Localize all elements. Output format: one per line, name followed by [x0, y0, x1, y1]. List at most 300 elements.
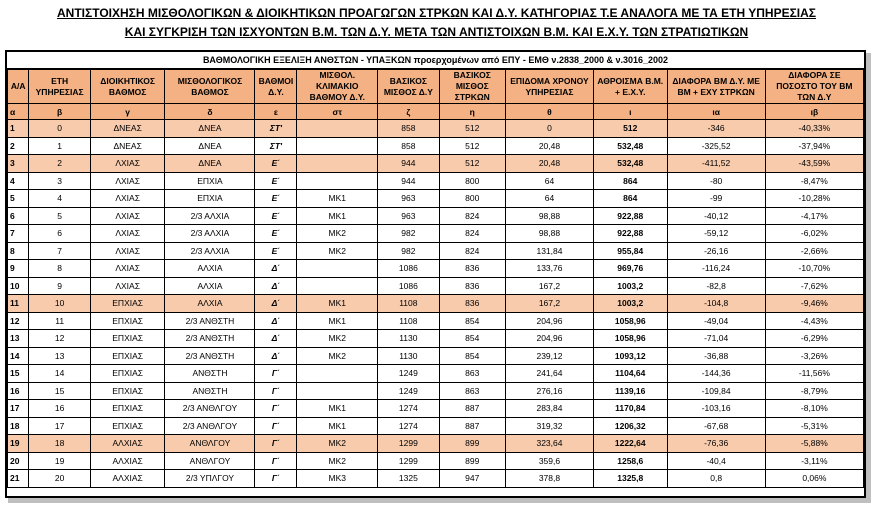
title-line-2: ΚΑΙ ΣΥΓΚΡΙΣΗ ΤΩΝ ΙΣΧΥΟΝΤΩΝ Β.Μ. ΤΩΝ Δ.Υ. ΜΕΤΑ ΤΩΝ ΑΝΤΙΣΤΟΙΧΩΝ Β.Μ. ΚΑΙ Ε.Χ.Υ. ΤΩΝ ΣΤΡΑΤΙΩΤΙΚΩΝ [124, 25, 749, 39]
cell-dioik: ΕΠΧΙΑΣ [90, 312, 165, 330]
cell-bm-dy: 944 [378, 172, 439, 190]
cell-bm-dy: 1086 [378, 277, 439, 295]
cell-bm-str: 887 [439, 400, 505, 418]
cell-bm-dy: 858 [378, 120, 439, 138]
cell-bm-dy: 858 [378, 137, 439, 155]
table-row [8, 207, 864, 225]
table-row [8, 417, 864, 435]
cell-exy: 204,96 [506, 330, 594, 348]
table-body [8, 120, 864, 488]
cell-aa: 16 [8, 382, 29, 400]
cell-pos: -9,46% [765, 295, 863, 313]
table-row [8, 225, 864, 243]
cell-klim [297, 260, 378, 278]
cell-dioik: ΑΛΧΙΑΣ [90, 452, 165, 470]
cell-exy: 204,96 [506, 312, 594, 330]
cell-bm-str: 824 [439, 207, 505, 225]
cell-exy: 20,48 [506, 155, 594, 173]
cell-bm-dy: 1086 [378, 260, 439, 278]
table-title: ΒΑΘΜΟΛΟΓΙΚΗ ΕΞΕΛΙΞΗ ΑΝΘΣΤΩΝ - ΥΠΑΞΚΩΝ προερχομένων από ΕΠΥ - ΕΜΘ ν.2838_2000 & ν.3016_2002 [7, 52, 864, 69]
title-line-1: ΑΝΤΙΣΤΟΙΧΗΣΗ ΜΙΣΘΟΛΟΓΙΚΩΝ & ΔΙΟΙΚΗΤΙΚΩΝ ΠΡΟΑΓΩΓΩΝ ΣΤΡΚΩΝ ΚΑΙ Δ.Υ. ΚΑΤΗΓΟΡΙΑΣ Τ.Ε ΑΝΑΛΟΓΑ ΜΕ ΤΑ ΕΤΗ ΥΠΗΡΕΣΙΑΣ [57, 6, 816, 20]
cell-bm-dy: 1249 [378, 382, 439, 400]
cell-athr: 512 [593, 120, 667, 138]
cell-dioik: ΛΧΙΑΣ [90, 190, 165, 208]
cell-exy: 98,88 [506, 225, 594, 243]
cell-aa: 15 [8, 365, 29, 383]
cell-eti: 1 [29, 137, 90, 155]
column-header: ΕΤΗ ΥΠΗΡΕΣΙΑΣ [29, 70, 90, 104]
cell-misth: ΔΝΕΑ [165, 137, 255, 155]
table-row [8, 172, 864, 190]
column-symbol: ια [667, 104, 765, 120]
cell-klim: ΜΚ3 [297, 470, 378, 488]
cell-athr: 1206,32 [593, 417, 667, 435]
cell-pos: -2,66% [765, 242, 863, 260]
cell-aa: 7 [8, 225, 29, 243]
cell-eti: 20 [29, 470, 90, 488]
cell-diaf: -49,04 [667, 312, 765, 330]
cell-vathmos: Γ΄ [255, 435, 297, 453]
cell-exy: 319,32 [506, 417, 594, 435]
cell-dioik: ΛΧΙΑΣ [90, 277, 165, 295]
cell-aa: 17 [8, 400, 29, 418]
cell-dioik: ΑΛΧΙΑΣ [90, 470, 165, 488]
column-header: Α/Α [8, 70, 29, 104]
table-row [8, 295, 864, 313]
cell-dioik: ΛΧΙΑΣ [90, 260, 165, 278]
symbol-row [8, 104, 864, 120]
cell-vathmos: Δ΄ [255, 330, 297, 348]
cell-eti: 18 [29, 435, 90, 453]
cell-diaf: -104,8 [667, 295, 765, 313]
cell-aa: 19 [8, 435, 29, 453]
cell-diaf: -325,52 [667, 137, 765, 155]
cell-dioik: ΛΧΙΑΣ [90, 155, 165, 173]
cell-misth: ΑΝΘΛΓΟΥ [165, 435, 255, 453]
column-symbol: γ [90, 104, 165, 120]
column-header: ΔΙΑΦΟΡΑ ΣΕ ΠΟΣΟΣΤΟ ΤΟΥ ΒΜ ΤΩΝ Δ.Υ [765, 70, 863, 104]
cell-eti: 15 [29, 382, 90, 400]
cell-eti: 17 [29, 417, 90, 435]
column-symbol: α [8, 104, 29, 120]
cell-bm-str: 854 [439, 347, 505, 365]
cell-dioik: ΛΧΙΑΣ [90, 242, 165, 260]
cell-bm-dy: 963 [378, 190, 439, 208]
cell-dioik: ΕΠΧΙΑΣ [90, 382, 165, 400]
cell-dioik: ΕΠΧΙΑΣ [90, 347, 165, 365]
cell-aa: 1 [8, 120, 29, 138]
column-header: ΑΘΡΟΙΣΜΑ Β.Μ. + Ε.Χ.Υ. [593, 70, 667, 104]
cell-misth: ΔΝΕΑ [165, 155, 255, 173]
cell-pos: -3,26% [765, 347, 863, 365]
cell-vathmos: ΣΤ' [255, 137, 297, 155]
cell-aa: 8 [8, 242, 29, 260]
cell-vathmos: Γ΄ [255, 470, 297, 488]
cell-athr: 1058,96 [593, 312, 667, 330]
table-row [8, 120, 864, 138]
cell-misth: 2/3 ΥΠΛΓΟΥ [165, 470, 255, 488]
table-row [8, 277, 864, 295]
cell-aa: 13 [8, 330, 29, 348]
salary-table-sheet [5, 50, 866, 498]
cell-bm-str: 836 [439, 260, 505, 278]
cell-misth: 2/3 ΑΝΘΣΤΗ [165, 330, 255, 348]
cell-vathmos: Ε΄ [255, 190, 297, 208]
cell-vathmos: Ε΄ [255, 207, 297, 225]
cell-vathmos: ΣΤ' [255, 120, 297, 138]
cell-klim [297, 155, 378, 173]
cell-klim: ΜΚ1 [297, 417, 378, 435]
cell-bm-dy: 1249 [378, 365, 439, 383]
cell-exy: 323,64 [506, 435, 594, 453]
column-header: ΒΑΘΜΟΙ Δ.Υ. [255, 70, 297, 104]
cell-bm-dy: 1274 [378, 400, 439, 418]
cell-diaf: -59,12 [667, 225, 765, 243]
table-row [8, 365, 864, 383]
column-symbol: β [29, 104, 90, 120]
cell-bm-str: 863 [439, 382, 505, 400]
cell-athr: 1093,12 [593, 347, 667, 365]
cell-klim: ΜΚ2 [297, 452, 378, 470]
cell-aa: 18 [8, 417, 29, 435]
cell-bm-dy: 1325 [378, 470, 439, 488]
cell-klim: ΜΚ2 [297, 330, 378, 348]
cell-dioik: ΕΠΧΙΑΣ [90, 295, 165, 313]
cell-eti: 8 [29, 260, 90, 278]
cell-pos: -37,94% [765, 137, 863, 155]
cell-aa: 10 [8, 277, 29, 295]
cell-diaf: -99 [667, 190, 765, 208]
table-row [8, 452, 864, 470]
cell-vathmos: Γ΄ [255, 365, 297, 383]
cell-bm-str: 947 [439, 470, 505, 488]
cell-pos: -5,88% [765, 435, 863, 453]
table-row [8, 470, 864, 488]
cell-aa: 20 [8, 452, 29, 470]
cell-pos: -7,62% [765, 277, 863, 295]
column-header: ΕΠΙΔΟΜΑ ΧΡΟΝΟΥ ΥΠΗΡΕΣΙΑΣ [506, 70, 594, 104]
cell-bm-dy: 1299 [378, 452, 439, 470]
cell-diaf: -40,12 [667, 207, 765, 225]
column-header: ΒΑΣΙΚΟΣ ΜΙΣΘΟΣ Δ.Υ [378, 70, 439, 104]
column-header: ΔΙΑΦΟΡΑ ΒΜ Δ.Υ. ΜΕ ΒΜ + ΕΧΥ ΣΤΡΚΩΝ [667, 70, 765, 104]
cell-klim: ΜΚ1 [297, 190, 378, 208]
cell-vathmos: Δ΄ [255, 312, 297, 330]
cell-athr: 922,88 [593, 207, 667, 225]
column-header: ΒΑΣΙΚΟΣ ΜΙΣΘΟΣ ΣΤΡΚΩΝ [439, 70, 505, 104]
cell-athr: 1222,64 [593, 435, 667, 453]
cell-klim [297, 120, 378, 138]
cell-pos: -5,31% [765, 417, 863, 435]
cell-diaf: -67,68 [667, 417, 765, 435]
cell-diaf: -103,16 [667, 400, 765, 418]
cell-diaf: -71,04 [667, 330, 765, 348]
cell-eti: 19 [29, 452, 90, 470]
header-row [8, 70, 864, 104]
cell-bm-str: 512 [439, 155, 505, 173]
cell-aa: 12 [8, 312, 29, 330]
cell-dioik: ΔΝΕΑΣ [90, 137, 165, 155]
cell-klim: ΜΚ2 [297, 347, 378, 365]
cell-bm-dy: 963 [378, 207, 439, 225]
cell-athr: 532,48 [593, 137, 667, 155]
column-symbol: η [439, 104, 505, 120]
cell-bm-dy: 982 [378, 225, 439, 243]
cell-eti: 7 [29, 242, 90, 260]
cell-eti: 11 [29, 312, 90, 330]
cell-exy: 378,8 [506, 470, 594, 488]
cell-diaf: -109,84 [667, 382, 765, 400]
cell-athr: 1325,8 [593, 470, 667, 488]
cell-misth: ΑΛΧΙΑ [165, 277, 255, 295]
cell-misth: ΑΝΘΣΤΗ [165, 365, 255, 383]
cell-athr: 1003,2 [593, 295, 667, 313]
cell-vathmos: Δ΄ [255, 347, 297, 365]
cell-dioik: ΛΧΙΑΣ [90, 207, 165, 225]
cell-exy: 359,6 [506, 452, 594, 470]
cell-eti: 13 [29, 347, 90, 365]
cell-exy: 20,48 [506, 137, 594, 155]
cell-bm-str: 512 [439, 120, 505, 138]
cell-eti: 9 [29, 277, 90, 295]
cell-diaf: 0,8 [667, 470, 765, 488]
cell-misth: ΑΛΧΙΑ [165, 295, 255, 313]
cell-misth: 2/3 ΑΛΧΙΑ [165, 225, 255, 243]
cell-dioik: ΕΠΧΙΑΣ [90, 330, 165, 348]
table-row [8, 347, 864, 365]
table-row [8, 137, 864, 155]
cell-diaf: -26,16 [667, 242, 765, 260]
cell-vathmos: Ε΄ [255, 172, 297, 190]
cell-bm-dy: 1299 [378, 435, 439, 453]
cell-athr: 922,88 [593, 225, 667, 243]
cell-bm-str: 836 [439, 277, 505, 295]
cell-bm-dy: 944 [378, 155, 439, 173]
cell-diaf: -116,24 [667, 260, 765, 278]
cell-exy: 64 [506, 190, 594, 208]
cell-eti: 5 [29, 207, 90, 225]
cell-bm-dy: 1108 [378, 295, 439, 313]
cell-bm-str: 863 [439, 365, 505, 383]
cell-exy: 241,64 [506, 365, 594, 383]
cell-exy: 276,16 [506, 382, 594, 400]
column-symbol: ιβ [765, 104, 863, 120]
cell-athr: 1003,2 [593, 277, 667, 295]
cell-pos: -43,59% [765, 155, 863, 173]
cell-diaf: -80 [667, 172, 765, 190]
cell-aa: 9 [8, 260, 29, 278]
cell-bm-str: 854 [439, 312, 505, 330]
column-symbol: θ [506, 104, 594, 120]
cell-klim [297, 137, 378, 155]
cell-klim [297, 277, 378, 295]
cell-bm-dy: 1130 [378, 347, 439, 365]
cell-diaf: -411,52 [667, 155, 765, 173]
column-header: ΜΙΣΘΟΛ. ΚΛΙΜΑΚΙΟ ΒΑΘΜΟΥ Δ.Υ. [297, 70, 378, 104]
cell-misth: 2/3 ΑΝΘΛΓΟΥ [165, 400, 255, 418]
table-row [8, 260, 864, 278]
cell-misth: ΑΝΘΛΓΟΥ [165, 452, 255, 470]
cell-klim: ΜΚ1 [297, 295, 378, 313]
cell-dioik: ΕΠΧΙΑΣ [90, 417, 165, 435]
cell-eti: 0 [29, 120, 90, 138]
cell-aa: 14 [8, 347, 29, 365]
table-row [8, 155, 864, 173]
cell-diaf: -346 [667, 120, 765, 138]
cell-eti: 16 [29, 400, 90, 418]
cell-misth: ΕΠΧΙΑ [165, 190, 255, 208]
cell-eti: 4 [29, 190, 90, 208]
cell-diaf: -76,36 [667, 435, 765, 453]
cell-eti: 10 [29, 295, 90, 313]
cell-athr: 1139,16 [593, 382, 667, 400]
cell-dioik: ΕΠΧΙΑΣ [90, 400, 165, 418]
cell-aa: 11 [8, 295, 29, 313]
cell-diaf: -40,4 [667, 452, 765, 470]
cell-bm-str: 824 [439, 225, 505, 243]
cell-aa: 2 [8, 137, 29, 155]
cell-eti: 14 [29, 365, 90, 383]
cell-pos: -40,33% [765, 120, 863, 138]
cell-aa: 6 [8, 207, 29, 225]
cell-dioik: ΑΛΧΙΑΣ [90, 435, 165, 453]
cell-diaf: -82,8 [667, 277, 765, 295]
cell-bm-str: 899 [439, 452, 505, 470]
cell-bm-dy: 1274 [378, 417, 439, 435]
cell-klim [297, 365, 378, 383]
cell-misth: ΑΝΘΣΤΗ [165, 382, 255, 400]
table-row [8, 382, 864, 400]
cell-vathmos: Ε΄ [255, 242, 297, 260]
cell-exy: 0 [506, 120, 594, 138]
cell-athr: 1058,96 [593, 330, 667, 348]
cell-klim: ΜΚ1 [297, 312, 378, 330]
column-symbol: στ [297, 104, 378, 120]
cell-misth: 2/3 ΑΝΘΛΓΟΥ [165, 417, 255, 435]
cell-bm-str: 512 [439, 137, 505, 155]
cell-pos: -6,29% [765, 330, 863, 348]
table-row [8, 435, 864, 453]
cell-eti: 12 [29, 330, 90, 348]
cell-exy: 64 [506, 172, 594, 190]
cell-bm-dy: 1108 [378, 312, 439, 330]
cell-pos: -3,11% [765, 452, 863, 470]
cell-misth: ΑΛΧΙΑ [165, 260, 255, 278]
column-header: ΔΙΟΙΚΗΤΙΚΟΣ ΒΑΘΜΟΣ [90, 70, 165, 104]
cell-pos: -6,02% [765, 225, 863, 243]
table-row [8, 312, 864, 330]
column-symbol: ι [593, 104, 667, 120]
cell-diaf: -144,36 [667, 365, 765, 383]
salary-table [7, 69, 864, 488]
cell-vathmos: Γ΄ [255, 382, 297, 400]
cell-athr: 955,84 [593, 242, 667, 260]
cell-klim: ΜΚ1 [297, 207, 378, 225]
cell-pos: -8,79% [765, 382, 863, 400]
cell-klim: ΜΚ2 [297, 435, 378, 453]
cell-athr: 969,76 [593, 260, 667, 278]
cell-athr: 864 [593, 190, 667, 208]
cell-klim [297, 382, 378, 400]
cell-bm-str: 887 [439, 417, 505, 435]
cell-vathmos: Γ΄ [255, 400, 297, 418]
cell-pos: -4,43% [765, 312, 863, 330]
cell-athr: 1170,84 [593, 400, 667, 418]
cell-klim: ΜΚ2 [297, 225, 378, 243]
cell-klim: ΜΚ2 [297, 242, 378, 260]
cell-misth: ΕΠΧΙΑ [165, 172, 255, 190]
cell-klim [297, 172, 378, 190]
cell-dioik: ΛΧΙΑΣ [90, 172, 165, 190]
cell-bm-str: 824 [439, 242, 505, 260]
cell-vathmos: Ε΄ [255, 225, 297, 243]
cell-bm-dy: 982 [378, 242, 439, 260]
cell-dioik: ΕΠΧΙΑΣ [90, 365, 165, 383]
cell-vathmos: Δ΄ [255, 260, 297, 278]
table-row [8, 242, 864, 260]
cell-pos: 0,06% [765, 470, 863, 488]
cell-bm-str: 800 [439, 190, 505, 208]
cell-vathmos: Γ΄ [255, 452, 297, 470]
cell-aa: 3 [8, 155, 29, 173]
cell-aa: 21 [8, 470, 29, 488]
cell-misth: 2/3 ΑΝΘΣΤΗ [165, 312, 255, 330]
cell-diaf: -36,88 [667, 347, 765, 365]
cell-exy: 98,88 [506, 207, 594, 225]
cell-pos: -10,70% [765, 260, 863, 278]
cell-pos: -11,56% [765, 365, 863, 383]
cell-bm-str: 836 [439, 295, 505, 313]
cell-exy: 131,84 [506, 242, 594, 260]
cell-exy: 167,2 [506, 295, 594, 313]
cell-exy: 133,76 [506, 260, 594, 278]
cell-pos: -10,28% [765, 190, 863, 208]
table-row [8, 330, 864, 348]
cell-eti: 3 [29, 172, 90, 190]
cell-pos: -4,17% [765, 207, 863, 225]
cell-aa: 5 [8, 190, 29, 208]
cell-misth: 2/3 ΑΛΧΙΑ [165, 207, 255, 225]
cell-bm-str: 800 [439, 172, 505, 190]
table-row [8, 400, 864, 418]
cell-pos: -8,47% [765, 172, 863, 190]
document-title [0, 4, 873, 42]
cell-pos: -8,10% [765, 400, 863, 418]
cell-vathmos: Δ΄ [255, 295, 297, 313]
cell-vathmos: Δ΄ [255, 277, 297, 295]
column-symbol: ζ [378, 104, 439, 120]
cell-misth: 2/3 ΑΝΘΣΤΗ [165, 347, 255, 365]
cell-bm-dy: 1130 [378, 330, 439, 348]
column-symbol: ε [255, 104, 297, 120]
cell-dioik: ΔΝΕΑΣ [90, 120, 165, 138]
table-row [8, 190, 864, 208]
cell-dioik: ΛΧΙΑΣ [90, 225, 165, 243]
cell-athr: 864 [593, 172, 667, 190]
cell-exy: 239,12 [506, 347, 594, 365]
column-symbol: δ [165, 104, 255, 120]
cell-klim: ΜΚ1 [297, 400, 378, 418]
cell-vathmos: Γ΄ [255, 417, 297, 435]
cell-aa: 4 [8, 172, 29, 190]
cell-eti: 6 [29, 225, 90, 243]
cell-vathmos: Ε΄ [255, 155, 297, 173]
cell-misth: ΔΝΕΑ [165, 120, 255, 138]
cell-athr: 532,48 [593, 155, 667, 173]
cell-exy: 283,84 [506, 400, 594, 418]
cell-bm-str: 854 [439, 330, 505, 348]
cell-athr: 1104,64 [593, 365, 667, 383]
